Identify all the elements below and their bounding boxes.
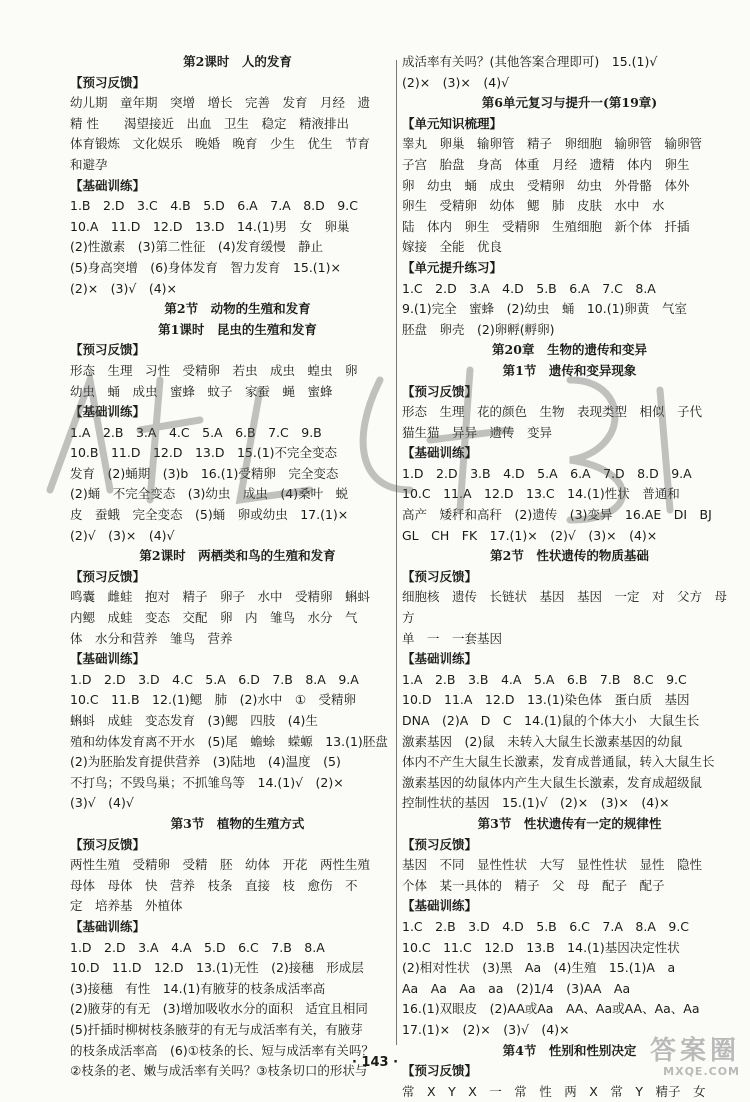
section-heading: 第1课时 昆虫的生殖和发育 xyxy=(158,321,317,337)
watermark-logo: 答案圈 xyxy=(649,1036,740,1066)
section-tag: 【预习反馈】 xyxy=(70,74,146,90)
section-tag: 【基础训练】 xyxy=(70,177,146,193)
answer-line: 皮 蚕蛾 完全变态 (5)蛹 卵或幼虫 17.(1)× xyxy=(70,507,349,523)
answer-line: 常 X Y X 一 常 性 两 X 常 Y 精子 女 xyxy=(402,1083,706,1099)
answer-line: (5)身高突增 (6)身体发育 智力发育 15.(1)× xyxy=(70,259,341,275)
answer-line: 1.A 2.B 3.A 4.C 5.A 6.B 7.C 9.B xyxy=(70,424,322,440)
answer-line: 嫁接 全能 优良 xyxy=(402,239,503,255)
answer-line: 10.C 11.A 12.D 13.C 14.(1)性状 普通和 xyxy=(402,486,680,502)
answer-line: 激素基因 (2)鼠 未转入大鼠生长激素基因的幼鼠 xyxy=(402,733,683,749)
answer-line: 10.D 11.A 12.D 13.(1)染色体 蛋白质 基因 xyxy=(402,692,690,708)
answer-line: 17.(1)× (2)× (3)√ (4)× xyxy=(402,1021,570,1037)
left-column xyxy=(70,52,405,1082)
section-tag: 【预习反馈】 xyxy=(402,1063,478,1079)
answer-line: 形态 生理 习性 受精卵 若虫 成虫 蝗虫 卵 xyxy=(70,362,358,378)
answer-line: 定 培养基 外植体 xyxy=(70,898,183,914)
answer-line: (2)× (3)√ (4)× xyxy=(70,280,178,296)
right-column xyxy=(402,52,737,1102)
section-heading: 第20章 生物的遗传和变异 xyxy=(492,342,647,358)
answer-line: DNA (2)A D C 14.(1)鼠的个体大小 大鼠生长 xyxy=(402,713,700,728)
answer-line: 蝌蚪 成蛙 变态发育 (3)鳃 四肢 (4)生 xyxy=(70,713,318,728)
answer-line: 细胞核 遗传 长链状 基因 基因 一定 对 父方 母方 xyxy=(402,589,728,626)
answer-line: 陆 体内 卵生 受精卵 生殖细胞 新个体 扦插 xyxy=(402,218,690,234)
answer-line: Aa Aa Aa aa (2)1/4 (3)AA Aa xyxy=(402,980,631,996)
answer-line: 1.C 2.D 3.A 4.D 5.B 6.A 7.C 8.A xyxy=(402,280,656,296)
section-tag: 【预习反馈】 xyxy=(70,568,146,584)
answer-line: 1.A 2.B 3.B 4.A 5.A 6.B 7.B 8.C 9.C xyxy=(402,671,687,687)
section-tag: 【预习反馈】 xyxy=(402,383,478,399)
answer-line: 单 一 一套基因 xyxy=(402,630,503,646)
answer-line: 16.(1)双眼皮 (2)AA或Aa AA、Aa或AA、Aa、Aa xyxy=(402,1001,700,1017)
answer-line: 幼儿期 童年期 突增 增长 完善 发育 月经 遗 xyxy=(70,95,371,111)
answer-line: (2)× (3)× (4)√ xyxy=(402,74,510,90)
section-tag: 【单元知识梳理】 xyxy=(402,115,503,131)
section-tag: 【预习反馈】 xyxy=(402,568,478,584)
answer-line: 两性生殖 受精卵 受精 胚 幼体 开花 两性生殖 xyxy=(70,857,371,873)
section-tag: 【预习反馈】 xyxy=(402,836,478,852)
answer-line: 激素基因的幼鼠体内产生大鼠生长激素，发育成超级鼠 xyxy=(402,774,703,790)
answer-line: 10.A 11.D 12.D 13.D 14.(1)男 女 卵巢 xyxy=(70,218,350,234)
answer-line: 睾丸 卵巢 输卵管 精子 卵细胞 输卵管 输卵管 xyxy=(402,136,703,152)
section-heading: 第3节 植物的生殖方式 xyxy=(170,815,305,831)
answer-line: 卵生 受精卵 幼体 鳃 肺 皮肤 水中 水 xyxy=(402,198,665,214)
answer-line: 1.B 2.D 3.C 4.B 5.D 6.A 7.A 8.D 9.C xyxy=(70,198,358,214)
answer-line: 10.C 11.C 12.D 13.B 14.(1)基因决定性状 xyxy=(402,939,680,955)
answer-line: 体育锻炼 文化娱乐 晚婚 晚育 少生 优生 节育 xyxy=(70,136,371,152)
section-heading: 第3节 性状遗传有一定的规律性 xyxy=(477,815,662,831)
answer-line: ②枝条的老、嫩与成活率有关吗？③枝条切口的形状与 xyxy=(70,1063,368,1079)
answer-line: 10.B 11.D 12.D 13.D 15.(1)不完全变态 xyxy=(70,445,338,461)
answer-line: 发育 (2)蛹期 (3)b 16.(1)受精卵 完全变态 xyxy=(70,465,339,481)
answer-line: 10.C 11.B 12.(1)鳃 肺 (2)水中 ① 受精卵 xyxy=(70,692,357,708)
answer-line: (2)性激素 (3)第二性征 (4)发育缓慢 静止 xyxy=(70,239,324,255)
answer-line: 卵 幼虫 蛹 成虫 受精卵 幼虫 外骨骼 体外 xyxy=(402,177,690,193)
answer-line: (2)为胚胎发育提供营养 (3)陆地 (4)温度 (5) xyxy=(70,754,341,770)
answer-line: 1.D 2.D 3.A 4.A 5.D 6.C 7.B 8.A xyxy=(70,939,325,955)
answer-line: 鸣囊 雌蛙 抱对 精子 卵子 水中 受精卵 蝌蚪 xyxy=(70,589,371,605)
answer-line: 内鳃 成蛙 变态 交配 卵 内 雏鸟 水分 气 xyxy=(70,610,358,626)
answer-line: 和避孕 xyxy=(70,156,108,172)
answer-line: 9.(1)完全 蜜蜂 (2)幼虫 蛹 10.(1)卵黄 气室 xyxy=(402,301,687,317)
page-number: · 143 · xyxy=(351,1055,399,1070)
section-tag: 【基础训练】 xyxy=(402,651,478,667)
answer-line: (5)扦插时柳树枝条腋芽的有无与成活率有关，有腋芽 xyxy=(70,1021,363,1037)
answer-line: 猫生猫 异异 遗传 变异 xyxy=(402,424,553,440)
answer-line: (2)蛹 不完全变态 (3)幼虫 成虫 (4)桑叶 蜕 xyxy=(70,486,349,502)
answer-line: GL CH FK 17.(1)× (2)√ (3)× (4)× xyxy=(402,527,658,543)
section-heading: 第6单元复习与提升一(第19章) xyxy=(481,95,658,111)
section-tag: 【基础训练】 xyxy=(402,445,478,461)
answer-line: 精 性 渴望接近 出血 卫生 稳定 精液排出 xyxy=(70,115,349,131)
answer-line: 体内不产生大鼠生长激素，发育成普通鼠，转入大鼠生长 xyxy=(402,754,715,770)
answer-line: 高产 矮秆和高秆 (2)遗传 (3)变异 16.AE DI BJ xyxy=(402,507,712,523)
answer-line: 的枝条成活率高 (6)①枝条的长、短与成活率有关吗？ xyxy=(70,1042,374,1058)
answer-line: 1.C 2.B 3.D 4.D 5.B 6.C 7.A 8.A 9.C xyxy=(402,918,690,934)
answer-line: 个体 某一具体的 精子 父 母 配子 配子 xyxy=(402,877,665,893)
site-watermark xyxy=(650,1037,740,1078)
answer-line: 不打鸟；不毁鸟巢；不抓雏鸟等 14.(1)√ (2)× xyxy=(70,774,344,790)
answer-line: 胚盘 卵壳 (2)卵孵(孵卵) xyxy=(402,321,555,337)
watermark-url: MXQE.COM xyxy=(663,1065,740,1078)
section-tag: 【单元提升练习】 xyxy=(402,259,503,275)
answer-line: 殖和幼体发育离不开水 (5)尾 蟾蜍 蝾螈 13.(1)胚盘 xyxy=(70,733,388,749)
answer-line: 体 水分和营养 雏鸟 营养 xyxy=(70,630,233,646)
answer-line: 1.D 2.D 3.B 4.D 5.A 6.A 7.D 8.D 9.A xyxy=(402,465,692,481)
section-tag: 【基础训练】 xyxy=(70,651,146,667)
section-heading: 第2课时 两栖类和鸟的生殖和发育 xyxy=(139,548,336,564)
answer-line: 10.D 11.D 12.D 13.(1)无性 (2)接穗 形成层 xyxy=(70,960,364,976)
answer-line: (3)接穗 有性 14.(1)有腋芽的枝条成活率高 xyxy=(70,980,326,996)
answer-line: 形态 生理 花的颜色 生物 表现类型 相似 子代 xyxy=(402,404,703,420)
section-heading: 第2节 性状遗传的物质基础 xyxy=(490,548,649,564)
answer-line: 母体 母体 快 营养 枝条 直接 枝 愈伤 不 xyxy=(70,877,358,893)
answer-line: 基因 不同 显性性状 大写 显性性状 显性 隐性 xyxy=(402,857,703,873)
answer-line: 成活率有关吗？(其他答案合理即可) 15.(1)√ xyxy=(402,54,658,69)
answer-line: (2)√ (3)× (4)√ xyxy=(70,527,175,543)
section-heading: 第2节 动物的生殖和发育 xyxy=(164,301,311,317)
answer-line: 子宫 胎盘 身高 体重 月经 遗精 体内 卵生 xyxy=(402,156,690,172)
section-tag: 【预习反馈】 xyxy=(70,342,146,358)
section-tag: 【预习反馈】 xyxy=(70,836,146,852)
answer-line: (2)腋芽的有无 (3)增加吸收水分的面积 适宜且相同 xyxy=(70,1001,368,1017)
answer-line: (3)√ (4)√ xyxy=(70,795,134,811)
section-heading: 第4节 性别和性别决定 xyxy=(502,1042,637,1058)
section-tag: 【基础训练】 xyxy=(70,404,146,420)
answer-line: 1.D 2.D 3.D 4.C 5.A 6.D 7.B 8.A 9.A xyxy=(70,671,359,687)
section-heading: 第1节 遗传和变异现象 xyxy=(502,362,637,378)
answer-line: 控制性状的基因 15.(1)√ (2)× (3)× (4)× xyxy=(402,795,670,811)
section-tag: 【基础训练】 xyxy=(70,918,146,934)
answer-line: (2)相对性状 (3)黑 Aa (4)生殖 15.(1)A a xyxy=(402,960,676,976)
section-heading: 第2课时 人的发育 xyxy=(183,54,292,69)
section-tag: 【基础训练】 xyxy=(402,898,478,914)
answer-line: 幼虫 蛹 成虫 蜜蜂 蚊子 家蚕 蝇 蜜蜂 xyxy=(70,383,333,399)
